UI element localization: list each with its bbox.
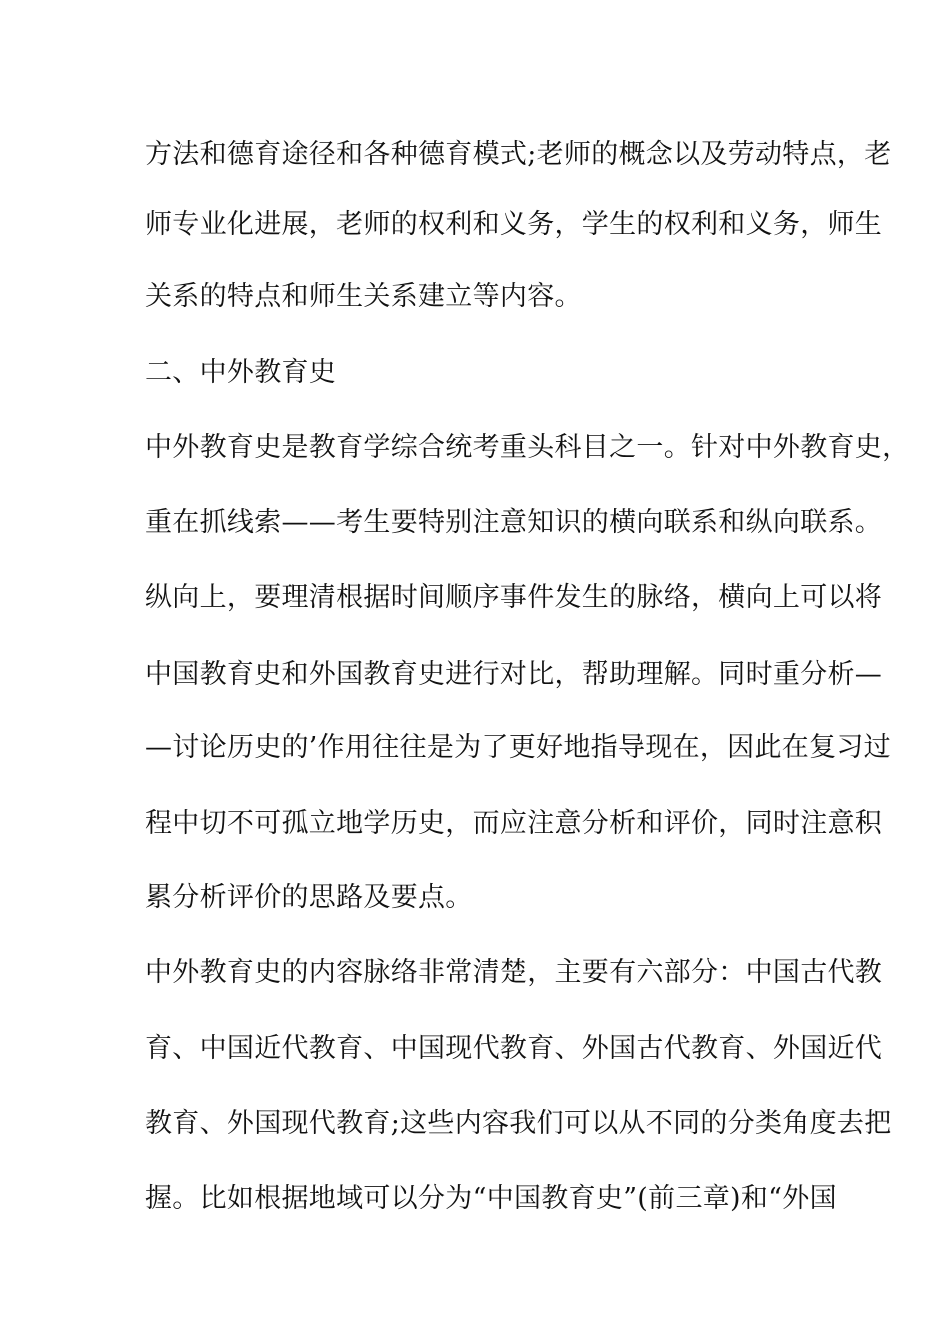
text-line: 中外教育史的内容脉络非常清楚，主要有六部分：中国古代教 xyxy=(145,957,883,988)
text-line: 关系的特点和师生关系建立等内容。 xyxy=(145,281,582,312)
text-line: 纵向上，要理清根据时间顺序事件发生的脉络，横向上可以将 xyxy=(145,582,883,613)
text-line: 中外教育史是教育学综合统考重头科目之一。针对中外教育史， xyxy=(145,432,910,463)
text-line: 方法和德育途径和各种德育模式;老师的概念以及劳动特点，老 xyxy=(145,139,892,170)
text-line: 中国教育史和外国教育史进行对比，帮助理解。同时重分析— xyxy=(145,659,883,690)
text-line: 师专业化进展，老师的权利和义务，学生的权利和义务，师生 xyxy=(145,209,883,240)
text-line: 育、中国近代教育、中国现代教育、外国古代教育、外国近代 xyxy=(145,1033,883,1064)
text-line: 程中切不可孤立地学历史，而应注意分析和评价，同时注意积 xyxy=(145,808,883,839)
text-line: 累分析评价的思路及要点。 xyxy=(145,882,473,913)
text-line: 重在抓线索——考生要特别注意知识的横向联系和纵向联系。 xyxy=(145,507,883,538)
text-line: 握。比如根据地域可以分为“中国教育史”(前三章)和“外国 xyxy=(145,1183,837,1214)
section-heading: 二、中外教育史 xyxy=(145,357,337,388)
text-line: 教育、外国现代教育;这些内容我们可以从不同的分类角度去把 xyxy=(145,1108,892,1139)
text-line: —讨论历史的’作用往往是为了更好地指导现在，因此在复习过 xyxy=(145,732,891,763)
